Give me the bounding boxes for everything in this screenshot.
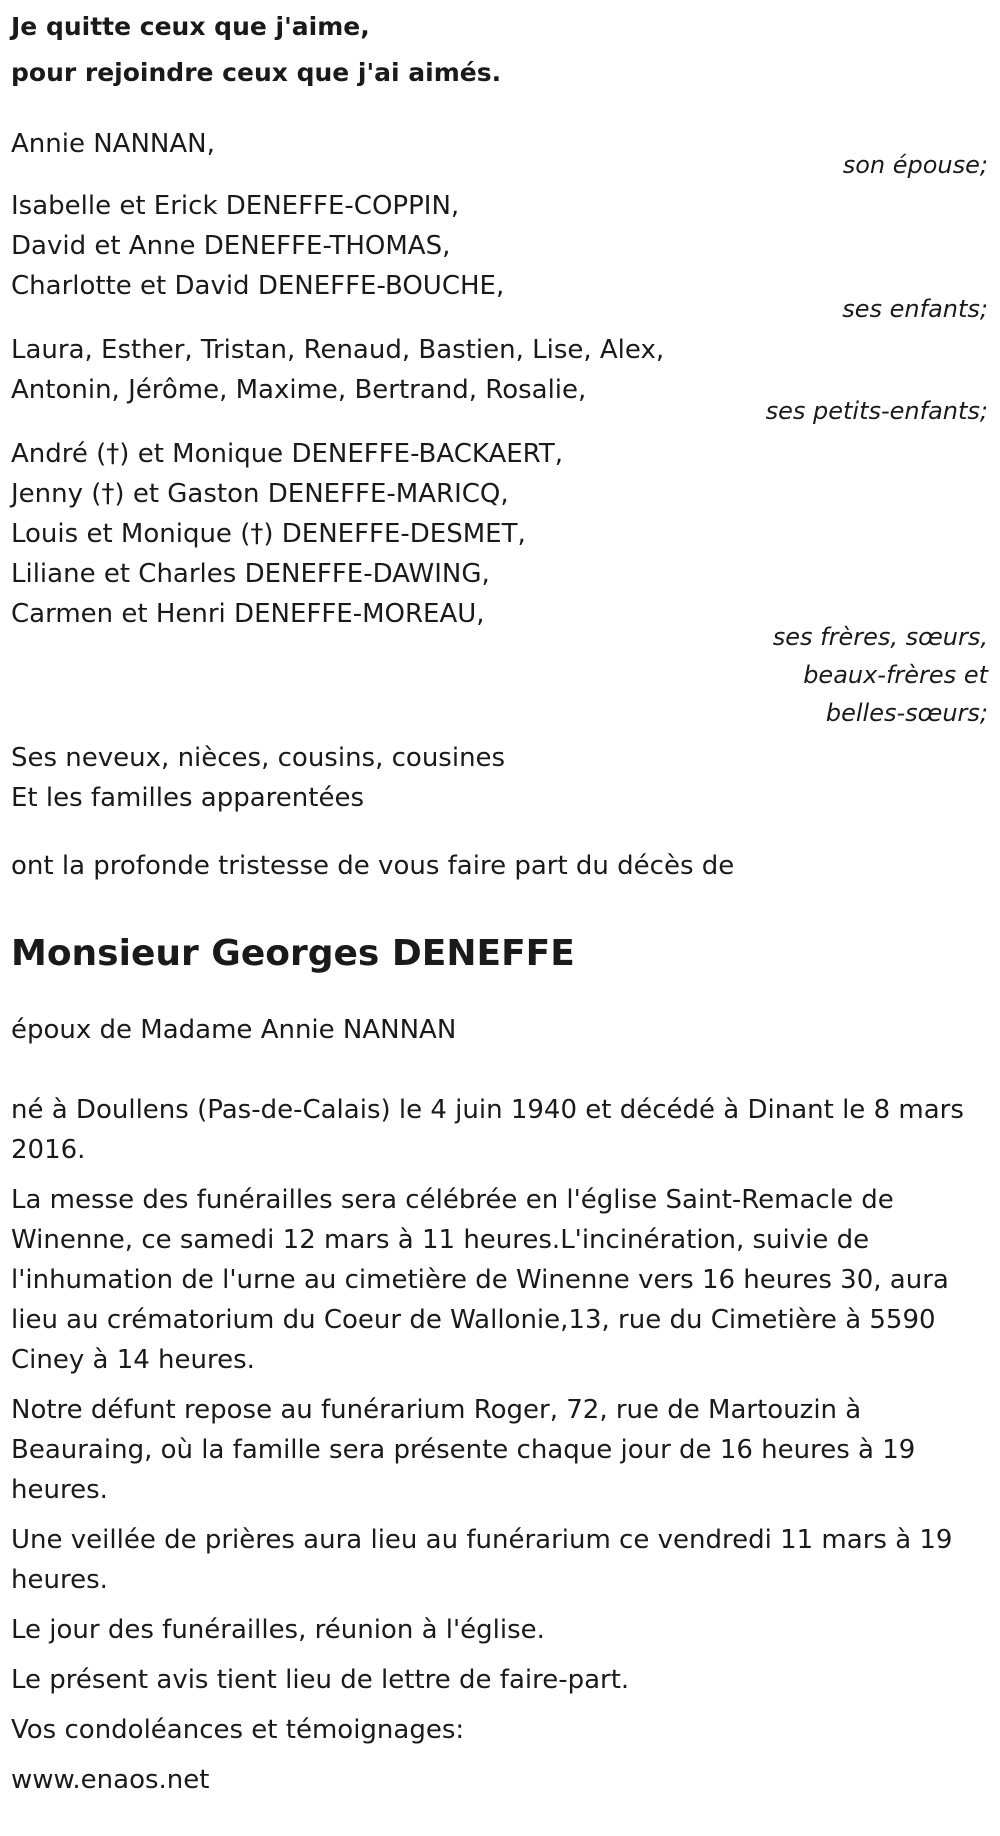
family-siblings: [11, 434, 988, 732]
child-line: Charlotte et David DENEFFE-BOUCHE,: [11, 271, 505, 301]
paragraph-vigil: Une veillée de prières aura lieu au funérarium ce vendredi 11 mars à 19 heures.: [11, 1525, 953, 1595]
family-extended: [11, 738, 988, 818]
epitaph-line-2: pour rejoindre ceux que j'ai aimés.: [11, 58, 502, 87]
sibling-line: Louis et Monique (†) DENEFFE-DESMET,: [11, 519, 526, 549]
extended-line: Ses neveux, nièces, cousins, cousines: [11, 743, 506, 773]
sibling-line: Liliane et Charles DENEFFE-DAWING,: [11, 559, 490, 589]
obituary-details: [11, 1090, 988, 1800]
sibling-line: Jenny (†) et Gaston DENEFFE-MARICQ,: [11, 479, 509, 509]
paragraph-funerarium: Notre défunt repose au funérarium Roger, 72, rue de Martouzin à Beauraing, où la famille sera présente chaque jour de 16 heures à 19 heures.: [11, 1395, 916, 1505]
siblings-relation-line: beaux-frères et: [803, 661, 988, 689]
siblings-relation-line: belles-sœurs;: [825, 699, 988, 727]
child-line: Isabelle et Erick DENEFFE-COPPIN,: [11, 191, 460, 221]
grandchildren-relation: ses petits-enfants;: [765, 397, 988, 425]
children-relation: ses enfants;: [842, 295, 988, 323]
sibling-line: Carmen et Henri DENEFFE-MOREAU,: [11, 599, 485, 629]
spouse-line: époux de Madame Annie NANNAN: [11, 1015, 457, 1045]
grandchildren-line: Antonin, Jérôme, Maxime, Bertrand, Rosalie,: [11, 375, 587, 405]
epitaph-line-1: Je quitte ceux que j'aime,: [11, 12, 370, 41]
paragraph-birth-death: né à Doullens (Pas-de-Calais) le 4 juin 1940 et décédé à Dinant le 8 mars 2016.: [11, 1095, 964, 1165]
sibling-line: André (†) et Monique DENEFFE-BACKAERT,: [11, 439, 564, 469]
child-line: David et Anne DENEFFE-THOMAS,: [11, 231, 451, 261]
paragraph-condolences: Vos condoléances et témoignages:: [11, 1715, 465, 1745]
family-spouse: [11, 124, 988, 184]
epitaph: [11, 4, 988, 96]
siblings-relation-line: ses frères, sœurs,: [772, 623, 988, 651]
announcement: ont la profonde tristesse de vous faire part du décès de: [11, 851, 735, 881]
family-grandchildren: [11, 330, 988, 430]
spouse-relation: son épouse;: [842, 151, 988, 179]
deceased-name: Monsieur Georges DENEFFE: [11, 933, 575, 974]
website-link[interactable]: www.enaos.net: [11, 1765, 210, 1795]
family-children: [11, 186, 988, 328]
extended-line: Et les familles apparentées: [11, 783, 365, 813]
obituary-page: [0, 4, 1000, 1836]
grandchildren-line: Laura, Esther, Tristan, Renaud, Bastien, Lise, Alex,: [11, 335, 665, 365]
spouse-name: Annie NANNAN,: [11, 129, 215, 159]
paragraph-funeral: La messe des funérailles sera célébrée en l'église Saint-Remacle de Winenne, ce samedi 12 mars à 11 heures.L'incinération, suivie de l'inhumation de l'urne au cimetière de Winenne vers 16 heures 30, aura lieu au crématorium du Coeur de Wallonie,13, rue du Cimetière à 5590 Ciney à 14 heures.: [11, 1185, 949, 1375]
paragraph-meeting: Le jour des funérailles, réunion à l'église.: [11, 1615, 545, 1645]
paragraph-notice: Le présent avis tient lieu de lettre de faire-part.: [11, 1665, 630, 1695]
